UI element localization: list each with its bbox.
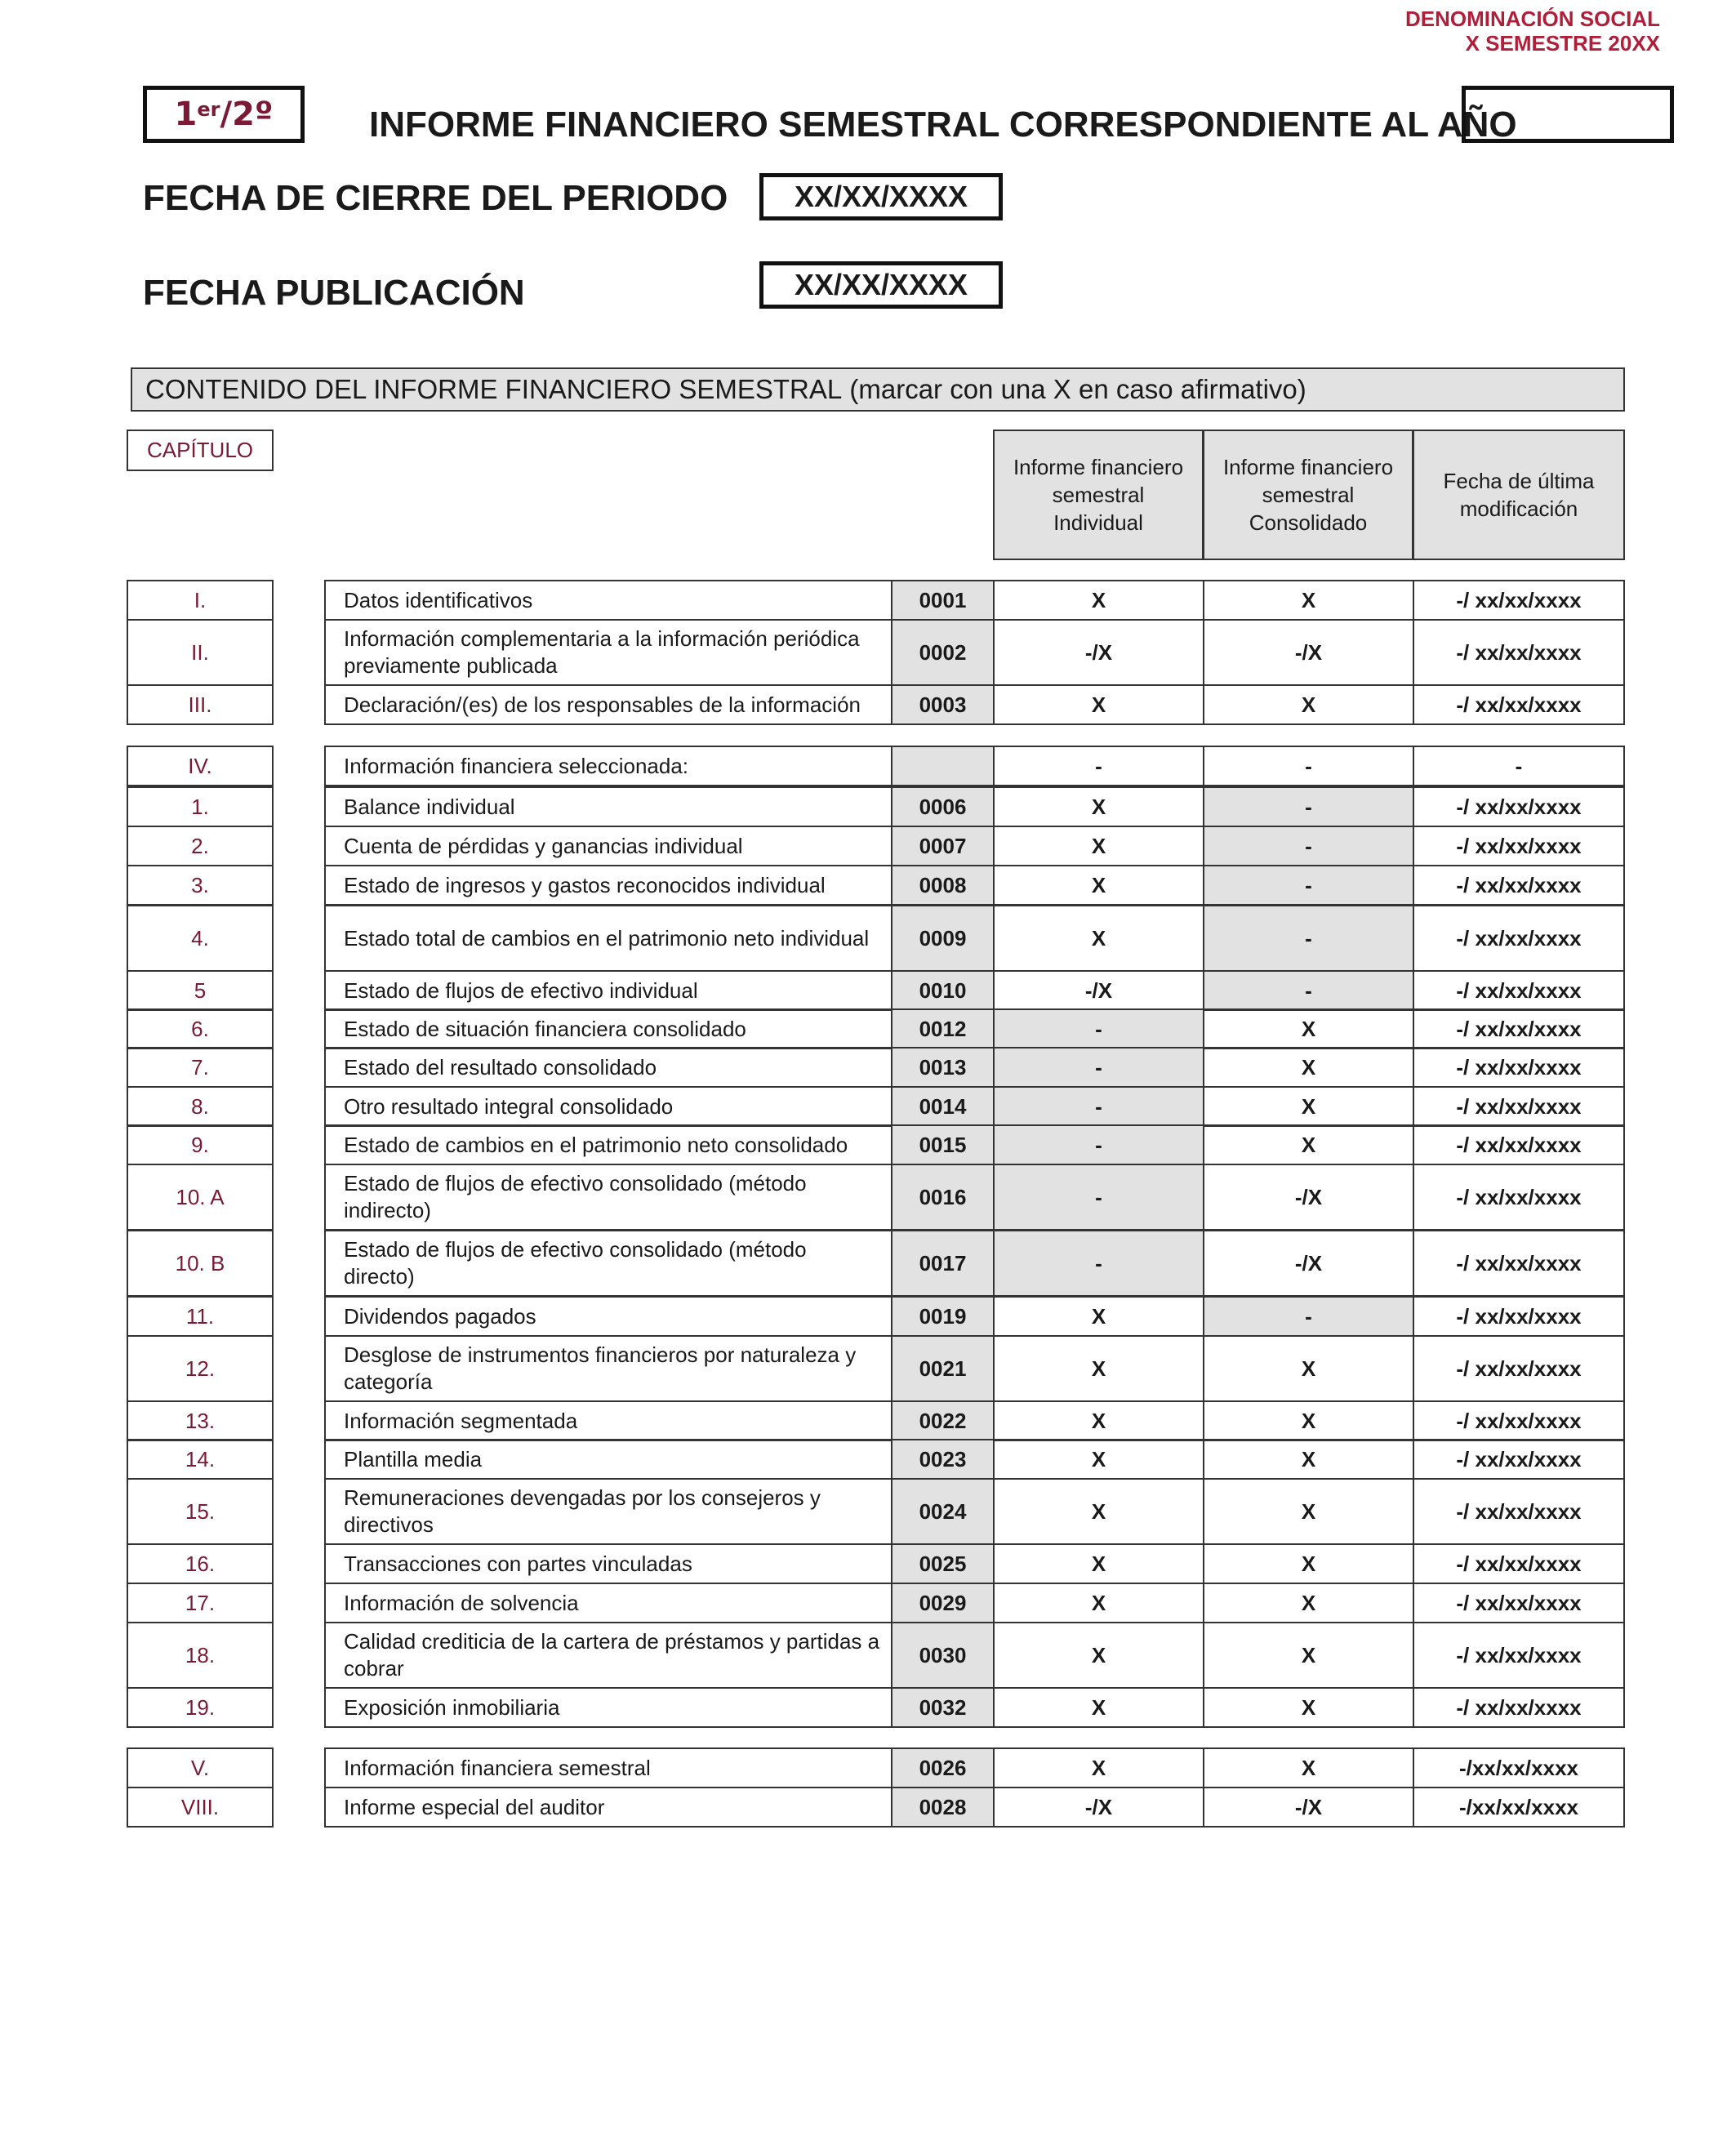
chapter-cell: 19. xyxy=(127,1687,274,1728)
chapter-cell: 3. xyxy=(127,865,274,906)
chapter-cell: 13. xyxy=(127,1400,274,1441)
code-cell: 0014 xyxy=(891,1086,995,1127)
description-cell: Estado de flujos de efectivo consolidado (método directo) xyxy=(324,1230,892,1297)
code-cell: 0007 xyxy=(891,826,995,866)
chapter-cell: IV. xyxy=(127,746,274,786)
fecha-cell[interactable]: -/ xx/xx/xxxx xyxy=(1413,865,1625,906)
description-cell: Balance individual xyxy=(324,786,892,827)
code-cell: 0021 xyxy=(891,1335,995,1402)
section-header xyxy=(131,367,1625,412)
individual-cell[interactable]: X xyxy=(993,1687,1204,1728)
code-cell: 0028 xyxy=(891,1787,995,1828)
description-cell: Información financiera semestral xyxy=(324,1747,892,1788)
page-title: INFORME FINANCIERO SEMESTRAL CORRESPONDIENTE AL AÑO xyxy=(369,105,1517,145)
fecha-cell[interactable]: -/ xx/xx/xxxx xyxy=(1413,1687,1625,1728)
consolidado-cell[interactable]: - xyxy=(1203,786,1414,827)
chapter-cell: II. xyxy=(127,619,274,686)
publicacion-date-field[interactable]: XX/XX/XXXX xyxy=(759,261,1003,309)
fecha-cell[interactable]: -/ xx/xx/xxxx xyxy=(1413,1230,1625,1297)
chapter-cell: 5 xyxy=(127,970,274,1011)
individual-cell[interactable]: X xyxy=(993,905,1204,972)
code-cell: 0025 xyxy=(891,1543,995,1584)
chapter-cell: 14. xyxy=(127,1439,274,1480)
fecha-cell[interactable]: -/ xx/xx/xxxx xyxy=(1413,826,1625,866)
semester-box[interactable] xyxy=(143,86,305,143)
description-cell: Información complementaria a la información periódica previamente publicada xyxy=(324,619,892,686)
code-cell: 0015 xyxy=(891,1124,995,1165)
code-cell: 0029 xyxy=(891,1583,995,1623)
description-cell: Estado de situación financiera consolidado xyxy=(324,1008,892,1049)
chapter-cell: 9. xyxy=(127,1124,274,1165)
chapter-cell: 6. xyxy=(127,1008,274,1049)
chapter-cell: 1. xyxy=(127,786,274,827)
fecha-cell[interactable]: -/xx/xx/xxxx xyxy=(1413,1747,1625,1788)
code-cell: 0008 xyxy=(891,865,995,906)
code-cell: 0009 xyxy=(891,905,995,972)
fecha-cell[interactable]: -/ xx/xx/xxxx xyxy=(1413,1439,1625,1480)
chapter-cell: III. xyxy=(127,684,274,725)
fecha-cell[interactable]: -/ xx/xx/xxxx xyxy=(1413,786,1625,827)
fecha-cell[interactable]: -/ xx/xx/xxxx xyxy=(1413,1335,1625,1402)
individual-cell[interactable]: X xyxy=(993,1296,1204,1337)
code-cell: 0001 xyxy=(891,580,995,621)
consolidado-cell[interactable]: X xyxy=(1203,580,1414,621)
chapter-cell: 2. xyxy=(127,826,274,866)
code-cell: 0030 xyxy=(891,1622,995,1689)
chapter-cell: 18. xyxy=(127,1622,274,1689)
consolidado-cell[interactable]: X xyxy=(1203,1439,1414,1480)
description-cell: Estado del resultado consolidado xyxy=(324,1047,892,1088)
description-cell: Información de solvencia xyxy=(324,1583,892,1623)
description-cell: Estado de flujos de efectivo individual xyxy=(324,970,892,1011)
code-cell: 0032 xyxy=(891,1687,995,1728)
consolidado-cell[interactable]: - xyxy=(1203,826,1414,866)
chapter-cell: 16. xyxy=(127,1543,274,1584)
fecha-cell[interactable]: -/ xx/xx/xxxx xyxy=(1413,1583,1625,1623)
fecha-cell[interactable]: -/ xx/xx/xxxx xyxy=(1413,1400,1625,1441)
fecha-cell[interactable]: -/ xx/xx/xxxx xyxy=(1413,619,1625,686)
column-header-fecha: Fecha de última modificación xyxy=(1413,430,1625,560)
description-cell: Datos identificativos xyxy=(324,580,892,621)
individual-cell[interactable]: X xyxy=(993,580,1204,621)
individual-cell[interactable]: X xyxy=(993,1747,1204,1788)
description-cell: Declaración/(es) de los responsables de la información xyxy=(324,684,892,725)
column-header-individual: Informe financiero semestral Individual xyxy=(993,430,1204,560)
chapter-cell: 11. xyxy=(127,1296,274,1337)
code-cell: 0019 xyxy=(891,1296,995,1337)
individual-cell[interactable]: - xyxy=(993,1008,1204,1049)
description-cell: Otro resultado integral consolidado xyxy=(324,1086,892,1127)
description-cell: Estado de cambios en el patrimonio neto consolidado xyxy=(324,1124,892,1165)
cierre-date-field[interactable]: XX/XX/XXXX xyxy=(759,173,1003,220)
section-title: CONTENIDO DEL INFORME FINANCIERO SEMESTRAL xyxy=(145,374,843,404)
cierre-label: FECHA DE CIERRE DEL PERIODO xyxy=(143,178,728,218)
description-cell: Exposición inmobiliaria xyxy=(324,1687,892,1728)
individual-cell[interactable]: - xyxy=(993,1086,1204,1127)
consolidado-cell[interactable]: - xyxy=(1203,970,1414,1011)
consolidado-cell[interactable]: X xyxy=(1203,1400,1414,1441)
consolidado-cell[interactable]: -/X xyxy=(1203,1164,1414,1231)
fecha-cell[interactable]: -/ xx/xx/xxxx xyxy=(1413,1008,1625,1049)
semester-1: 1 xyxy=(174,96,198,133)
consolidado-cell[interactable]: X xyxy=(1203,1124,1414,1165)
individual-cell[interactable]: X xyxy=(993,865,1204,906)
individual-cell[interactable]: X xyxy=(993,1478,1204,1545)
fecha-cell[interactable]: -/ xx/xx/xxxx xyxy=(1413,1296,1625,1337)
capitulo-header: CAPÍTULO xyxy=(127,430,274,471)
column-header-consolidado: Informe financiero semestral Consolidado xyxy=(1203,430,1413,560)
fecha-cell[interactable]: -/ xx/xx/xxxx xyxy=(1413,905,1625,972)
consolidado-cell[interactable]: X xyxy=(1203,1047,1414,1088)
company-name: DENOMINACIÓN SOCIAL xyxy=(1405,7,1660,31)
code-cell: 0003 xyxy=(891,684,995,725)
chapter-cell: 4. xyxy=(127,905,274,972)
individual-cell[interactable]: X xyxy=(993,1400,1204,1441)
chapter-cell: 17. xyxy=(127,1583,274,1623)
fecha-cell[interactable]: -/ xx/xx/xxxx xyxy=(1413,1047,1625,1088)
consolidado-cell[interactable]: X xyxy=(1203,1478,1414,1545)
fecha-cell[interactable]: -/xx/xx/xxxx xyxy=(1413,1787,1625,1828)
chapter-cell: V. xyxy=(127,1747,274,1788)
consolidado-cell[interactable]: -/X xyxy=(1203,1787,1414,1828)
individual-cell[interactable]: X xyxy=(993,1439,1204,1480)
fecha-cell[interactable]: -/ xx/xx/xxxx xyxy=(1413,1086,1625,1127)
chapter-cell: 10. A xyxy=(127,1164,274,1231)
consolidado-cell[interactable]: X xyxy=(1203,1747,1414,1788)
description-cell: Estado de ingresos y gastos reconocidos individual xyxy=(324,865,892,906)
description-cell: Información financiera seleccionada: xyxy=(324,746,892,786)
fecha-cell[interactable]: -/ xx/xx/xxxx xyxy=(1413,1124,1625,1165)
semester-2: /2º xyxy=(220,96,274,133)
description-cell: Estado total de cambios en el patrimonio neto individual xyxy=(324,905,892,972)
description-cell: Remuneraciones devengadas por los consejeros y directivos xyxy=(324,1478,892,1545)
description-cell: Plantilla media xyxy=(324,1439,892,1480)
fecha-cell[interactable]: -/ xx/xx/xxxx xyxy=(1413,684,1625,725)
fecha-cell[interactable]: -/ xx/xx/xxxx xyxy=(1413,1478,1625,1545)
code-cell: 0002 xyxy=(891,619,995,686)
code-cell: 0006 xyxy=(891,786,995,827)
individual-cell[interactable]: X xyxy=(993,1583,1204,1623)
semester-year: X SEMESTRE 20XX xyxy=(1465,31,1660,56)
consolidado-cell[interactable]: X xyxy=(1203,1086,1414,1127)
code-cell: 0016 xyxy=(891,1164,995,1231)
code-cell xyxy=(891,746,995,786)
description-cell: Estado de flujos de efectivo consolidado (método indirecto) xyxy=(324,1164,892,1231)
consolidado-cell[interactable]: - xyxy=(1203,746,1414,786)
individual-cell[interactable]: -/X xyxy=(993,1787,1204,1828)
individual-cell[interactable]: -/X xyxy=(993,970,1204,1011)
individual-cell[interactable]: X xyxy=(993,1622,1204,1689)
consolidado-cell[interactable]: X xyxy=(1203,1687,1414,1728)
individual-cell[interactable]: -/X xyxy=(993,619,1204,686)
individual-cell[interactable]: - xyxy=(993,1124,1204,1165)
code-cell: 0023 xyxy=(891,1439,995,1480)
publicacion-label: FECHA PUBLICACIÓN xyxy=(143,273,525,313)
fecha-cell[interactable]: -/ xx/xx/xxxx xyxy=(1413,970,1625,1011)
consolidado-cell[interactable]: X xyxy=(1203,1543,1414,1584)
description-cell: Desglose de instrumentos financieros por naturaleza y categoría xyxy=(324,1335,892,1402)
individual-cell[interactable]: - xyxy=(993,1164,1204,1231)
code-cell: 0013 xyxy=(891,1047,995,1088)
consolidado-cell[interactable]: - xyxy=(1203,1296,1414,1337)
chapter-cell: 8. xyxy=(127,1086,274,1127)
code-cell: 0026 xyxy=(891,1747,995,1788)
chapter-cell: 12. xyxy=(127,1335,274,1402)
description-cell: Información segmentada xyxy=(324,1400,892,1441)
chapter-cell: I. xyxy=(127,580,274,621)
code-cell: 0024 xyxy=(891,1478,995,1545)
company-header xyxy=(1405,7,1660,56)
consolidado-cell[interactable]: -/X xyxy=(1203,619,1414,686)
chapter-cell: 15. xyxy=(127,1478,274,1545)
individual-cell[interactable]: - xyxy=(993,1047,1204,1088)
description-cell: Dividendos pagados xyxy=(324,1296,892,1337)
individual-cell[interactable]: X xyxy=(993,1543,1204,1584)
description-cell: Informe especial del auditor xyxy=(324,1787,892,1828)
description-cell: Cuenta de pérdidas y ganancias individual xyxy=(324,826,892,866)
section-note: (marcar con una X en caso afirmativo) xyxy=(849,374,1306,404)
consolidado-cell[interactable]: X xyxy=(1203,1335,1414,1402)
individual-cell[interactable]: X xyxy=(993,684,1204,725)
fecha-cell[interactable]: -/ xx/xx/xxxx xyxy=(1413,1164,1625,1231)
individual-cell[interactable]: X xyxy=(993,826,1204,866)
description-cell: Transacciones con partes vinculadas xyxy=(324,1543,892,1584)
individual-cell[interactable]: X xyxy=(993,1335,1204,1402)
code-cell: 0010 xyxy=(891,970,995,1011)
code-cell: 0012 xyxy=(891,1008,995,1049)
code-cell: 0022 xyxy=(891,1400,995,1441)
consolidado-cell[interactable]: X xyxy=(1203,1008,1414,1049)
description-cell: Calidad crediticia de la cartera de préstamos y partidas a cobrar xyxy=(324,1622,892,1689)
consolidado-cell[interactable]: - xyxy=(1203,865,1414,906)
consolidado-cell[interactable]: -/X xyxy=(1203,1230,1414,1297)
semester-sup: er xyxy=(197,98,220,121)
fecha-cell[interactable]: - xyxy=(1413,746,1625,786)
code-cell: 0017 xyxy=(891,1230,995,1297)
chapter-cell: 10. B xyxy=(127,1230,274,1297)
individual-cell[interactable]: - xyxy=(993,746,1204,786)
individual-cell[interactable]: X xyxy=(993,786,1204,827)
consolidado-cell[interactable]: X xyxy=(1203,1622,1414,1689)
year-field[interactable] xyxy=(1462,86,1674,143)
consolidado-cell[interactable]: X xyxy=(1203,684,1414,725)
consolidado-cell[interactable]: - xyxy=(1203,905,1414,972)
fecha-cell[interactable]: -/ xx/xx/xxxx xyxy=(1413,580,1625,621)
fecha-cell[interactable]: -/ xx/xx/xxxx xyxy=(1413,1622,1625,1689)
consolidado-cell[interactable]: X xyxy=(1203,1583,1414,1623)
chapter-cell: 7. xyxy=(127,1047,274,1088)
chapter-cell: VIII. xyxy=(127,1787,274,1828)
individual-cell[interactable]: - xyxy=(993,1230,1204,1297)
fecha-cell[interactable]: -/ xx/xx/xxxx xyxy=(1413,1543,1625,1584)
